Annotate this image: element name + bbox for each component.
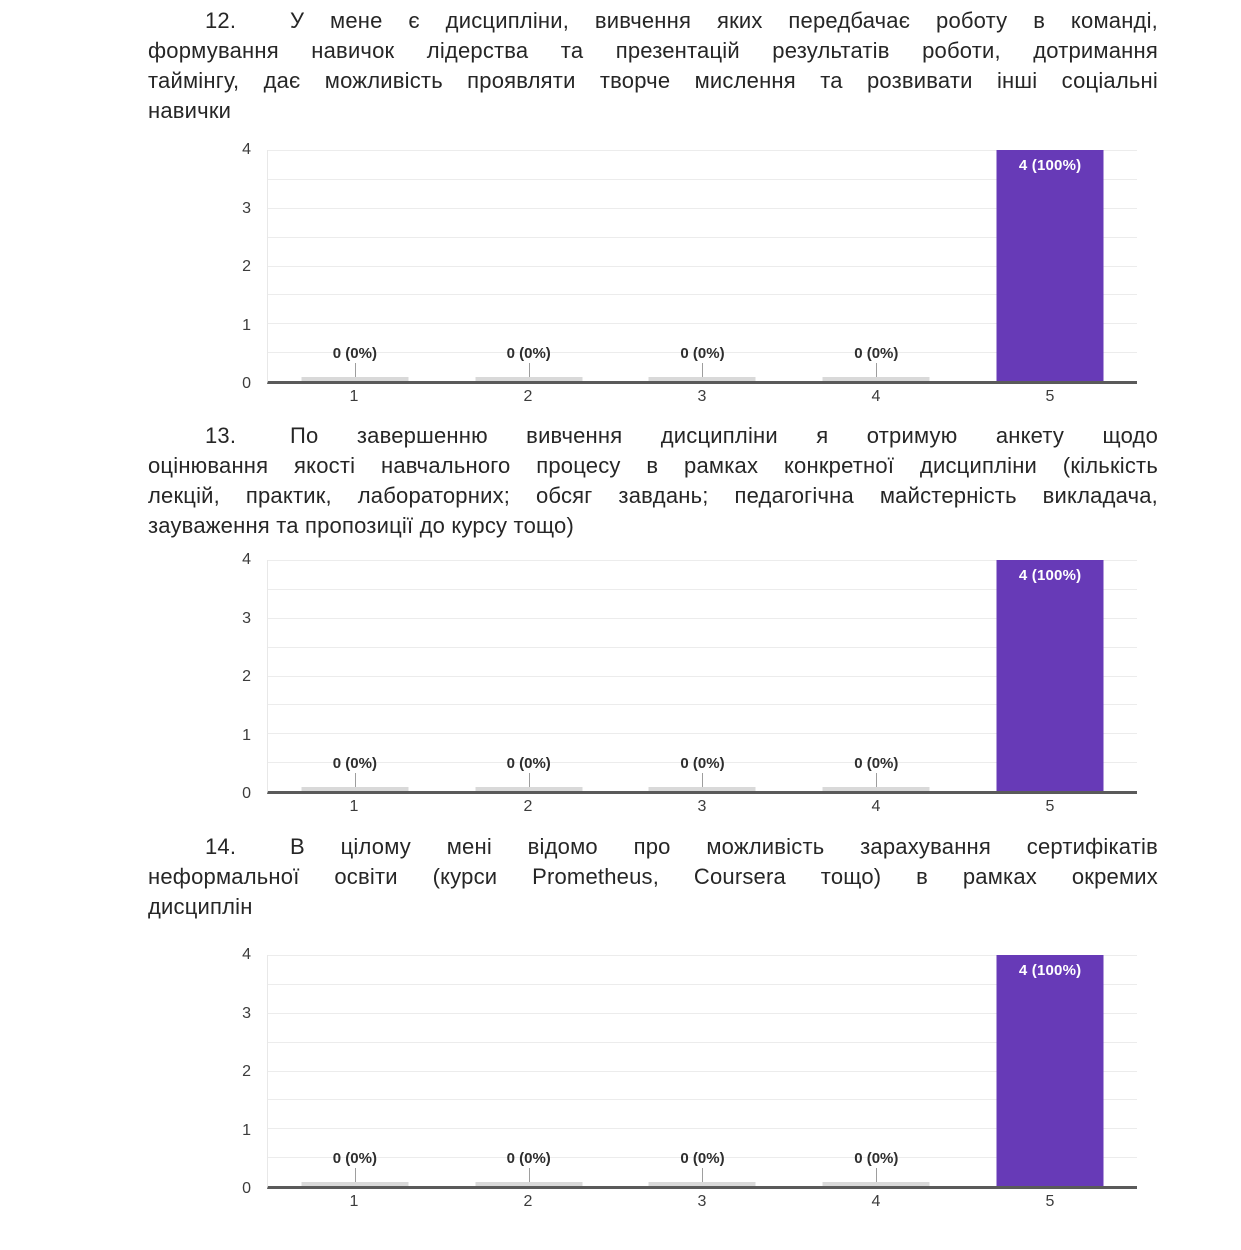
zero-value-label: 0 (0%): [506, 755, 551, 772]
y-axis-label: 2: [242, 1063, 251, 1080]
x-axis-label: 4: [871, 798, 881, 815]
zero-bar-stub: [475, 787, 582, 791]
zero-bar-stub: [649, 1182, 756, 1186]
label-leader-line: [876, 1168, 877, 1182]
bar-chart-question-13: [225, 551, 1137, 820]
bar-value-label: 4 (100%): [1018, 157, 1082, 174]
x-axis: [267, 799, 1137, 820]
question-number: 13.: [205, 423, 237, 448]
zero-value-label: 0 (0%): [854, 345, 899, 362]
zero-value-label: 0 (0%): [680, 1150, 725, 1167]
plot-area: [267, 955, 1137, 1189]
question-14: [148, 832, 1158, 922]
x-axis-label: 4: [871, 1193, 881, 1210]
question-13: [148, 421, 1158, 541]
y-axis-label: 2: [242, 668, 251, 685]
y-axis-label: 1: [242, 726, 251, 744]
y-axis-label: 4: [242, 551, 251, 568]
x-axis-label: 3: [697, 1193, 707, 1210]
bar-value-4: [997, 150, 1104, 381]
y-axis-label: 3: [242, 609, 251, 627]
question-line: [148, 421, 1158, 451]
label-leader-line: [876, 773, 877, 787]
question-number: 14.: [205, 834, 237, 859]
zero-bar-stub: [649, 377, 756, 381]
zero-value-label: 0 (0%): [332, 345, 377, 362]
label-leader-line: [702, 1168, 703, 1182]
x-axis-label: 4: [871, 388, 881, 405]
chart-body: [225, 946, 1137, 1197]
question-line: [148, 832, 1158, 862]
label-leader-line: [702, 363, 703, 377]
x-axis-label: 5: [1045, 1193, 1055, 1210]
y-axis-label: 2: [242, 258, 251, 275]
x-axis-label: 3: [697, 388, 707, 405]
category-slot-4: [789, 150, 963, 381]
y-axis: [225, 551, 267, 802]
category-slot-1: [268, 560, 442, 791]
zero-value-label: 0 (0%): [680, 755, 725, 772]
label-leader-line: [355, 773, 356, 787]
category-slot-2: [442, 560, 616, 791]
label-leader-line: [529, 773, 530, 787]
category-slot-3: [616, 150, 790, 381]
zero-bar-stub: [823, 787, 930, 791]
label-leader-line: [529, 363, 530, 377]
x-axis-label: 1: [349, 388, 359, 405]
zero-bar-stub: [301, 1182, 408, 1186]
question-number: 12.: [205, 8, 237, 33]
question-text: В цілому мені відомо про можливість зарахування сертифікатів: [290, 834, 1158, 859]
question-text: По завершенню вивчення дисципліни я отримую анкету щодо: [290, 423, 1158, 448]
y-axis-label: 3: [242, 1004, 251, 1022]
x-axis-label: 2: [523, 388, 533, 405]
x-axis-label: 1: [349, 1193, 359, 1210]
y-axis-label: 0: [242, 375, 251, 392]
y-axis-label: 0: [242, 1180, 251, 1197]
question-line: [148, 6, 1158, 36]
question-line: дисциплін: [148, 894, 253, 919]
plot-area: [267, 150, 1137, 384]
zero-value-label: 0 (0%): [506, 1150, 551, 1167]
category-slot-1: [268, 955, 442, 1186]
x-axis-label: 2: [523, 798, 533, 815]
y-axis-label: 4: [242, 946, 251, 963]
y-axis-label: 1: [242, 1121, 251, 1139]
category-slot-3: [616, 560, 790, 791]
zero-value-label: 0 (0%): [332, 1150, 377, 1167]
x-axis-label: 5: [1045, 388, 1055, 405]
x-axis-label: 1: [349, 798, 359, 815]
zero-bar-stub: [475, 1182, 582, 1186]
y-axis-label: 0: [242, 785, 251, 802]
y-axis-label: 1: [242, 316, 251, 334]
zero-value-label: 0 (0%): [854, 1150, 899, 1167]
zero-value-label: 0 (0%): [506, 345, 551, 362]
label-leader-line: [355, 1168, 356, 1182]
category-slot-2: [442, 955, 616, 1186]
zero-bar-stub: [301, 787, 408, 791]
bar-value-4: [997, 955, 1104, 1186]
label-leader-line: [529, 1168, 530, 1182]
zero-bar-stub: [823, 377, 930, 381]
y-axis-label: 4: [242, 141, 251, 158]
category-slot-4: [789, 560, 963, 791]
y-axis: [225, 946, 267, 1197]
question-line: неформальної освіти (курси Prometheus, Coursera тощо) в рамках окремих: [148, 864, 1158, 889]
bar-chart-question-12: [225, 141, 1137, 410]
question-text: У мене є дисципліни, вивчення яких передбачає роботу в команді,: [290, 8, 1158, 33]
question-line: оцінювання якості навчального процесу в рамках конкретної дисципліни (кількість: [148, 453, 1158, 478]
bar-value-4: [997, 560, 1104, 791]
label-leader-line: [876, 363, 877, 377]
y-axis: [225, 141, 267, 392]
zero-bar-stub: [301, 377, 408, 381]
chart-body: [225, 141, 1137, 392]
question-line: зауваження та пропозиції до курсу тощо): [148, 513, 575, 538]
zero-bar-stub: [823, 1182, 930, 1186]
x-axis: [267, 1194, 1137, 1215]
zero-value-label: 0 (0%): [680, 345, 725, 362]
bar-value-label: 4 (100%): [1018, 962, 1082, 979]
plot-area: [267, 560, 1137, 794]
zero-bar-stub: [475, 377, 582, 381]
chart-body: [225, 551, 1137, 802]
y-axis-label: 3: [242, 199, 251, 217]
category-slot-5: [963, 955, 1137, 1186]
category-slot-1: [268, 150, 442, 381]
question-line: лекцій, практик, лабораторних; обсяг завдань; педагогічна майстерність викладача,: [148, 483, 1158, 508]
question-line: формування навичок лідерства та презентацій результатів роботи, дотримання: [148, 38, 1158, 63]
category-slot-2: [442, 150, 616, 381]
zero-bar-stub: [649, 787, 756, 791]
label-leader-line: [355, 363, 356, 377]
bar-chart-question-14: [225, 946, 1137, 1215]
zero-value-label: 0 (0%): [854, 755, 899, 772]
category-slot-4: [789, 955, 963, 1186]
zero-value-label: 0 (0%): [332, 755, 377, 772]
x-axis: [267, 389, 1137, 410]
question-line: навички: [148, 98, 232, 123]
x-axis-label: 3: [697, 798, 707, 815]
label-leader-line: [702, 773, 703, 787]
category-slot-3: [616, 955, 790, 1186]
document-page: [0, 6, 1241, 1250]
category-slot-5: [963, 150, 1137, 381]
x-axis-label: 5: [1045, 798, 1055, 815]
question-line: таймінгу, дає можливість проявляти творче мислення та розвивати інші соціальні: [148, 68, 1158, 93]
question-12: [148, 6, 1158, 126]
category-slot-5: [963, 560, 1137, 791]
x-axis-label: 2: [523, 1193, 533, 1210]
bar-value-label: 4 (100%): [1018, 567, 1082, 584]
